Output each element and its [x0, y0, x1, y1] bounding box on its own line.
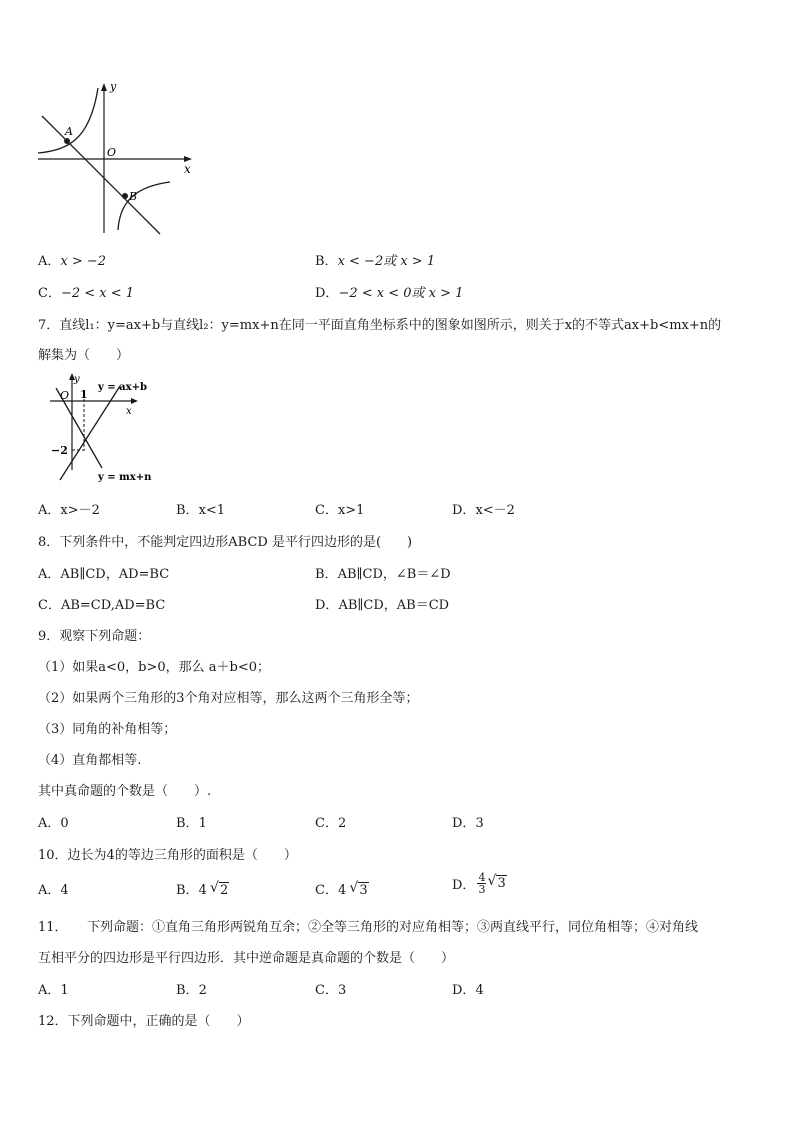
x-axis-arrow — [131, 398, 138, 404]
sqrt-symbol: √ 3 — [487, 873, 506, 891]
q9-option-c: C．2 — [315, 816, 347, 831]
q10-option-d: D． $\frac{4}{3}$ √ 3 — [452, 871, 506, 896]
label-x: x — [184, 162, 191, 176]
q6-option-c: C．−2 < x < 1 — [38, 286, 135, 301]
q7-option-d: D．x<－2 — [452, 503, 515, 518]
q10-stem: 10．边长为4的等边三角形的面积是（ ） — [38, 848, 297, 863]
q9-question: 其中真命题的个数是（ ）. — [38, 784, 212, 799]
q11-stem-line2: 互相平分的四边形是平行四边形．其中逆命题是真命题的个数是（ ） — [38, 951, 455, 966]
q9-item-3: （3）同角的补角相等； — [38, 722, 177, 737]
q12-stem: 12．下列命题中，正确的是（ ） — [38, 1014, 250, 1029]
q9-option-a: A．0 — [38, 816, 69, 831]
y-axis-arrow — [101, 83, 107, 91]
q10-option-c: C．4 √ 3 — [315, 880, 368, 898]
q7-stem-line1: 7．直线l₁：y=ax+b与直线l₂：y=mx+n在同一平面直角坐标系中的图象如图所示，则关于x的不等式ax+b<mx+n的 — [38, 318, 722, 333]
q11-option-d: D．4 — [452, 983, 484, 998]
sqrt-symbol: √ 3 — [349, 880, 368, 898]
q9-item-2: （2）如果两个三角形的3个角对应相等，那么这两个三角形全等； — [38, 691, 419, 706]
label-b: B — [129, 190, 138, 203]
q9-stem: 9．观察下列命题： — [38, 629, 151, 644]
label-l1: y = ax+b — [98, 382, 147, 393]
label-a: A — [65, 125, 73, 138]
point-b — [122, 193, 128, 199]
q8-option-b: B．AB∥CD，∠B＝∠D — [315, 567, 451, 582]
label-o: O — [107, 146, 117, 159]
q6-option-a: A．x > −2 — [38, 254, 107, 269]
label-y: y — [110, 80, 117, 93]
q11-option-a: A．1 — [38, 983, 69, 998]
label-1: 1 — [80, 388, 88, 401]
q7-stem-line2: 解集为（ ） — [38, 348, 130, 363]
q8-option-c: C．AB=CD,AD=BC — [38, 598, 166, 613]
q11-option-b: B．2 — [176, 983, 207, 998]
label-l2: y = mx+n — [98, 472, 152, 483]
straight-line — [42, 116, 160, 234]
figure-two-lines — [48, 370, 168, 485]
sqrt-symbol: √ 2 — [209, 880, 229, 898]
q9-item-1: （1）如果a<0，b>0，那么 a＋b<0； — [38, 660, 271, 675]
q11-option-c: C．3 — [315, 983, 347, 998]
q7-option-c: C．x>1 — [315, 503, 365, 518]
label-y: y — [74, 374, 80, 385]
label-neg2: −2 — [51, 444, 68, 457]
label-o: O — [60, 389, 70, 402]
figure-hyperbola-line — [30, 78, 200, 238]
q8-stem: 8．下列条件中，不能判定四边形ABCD 是平行四边形的是( ) — [38, 535, 413, 550]
q10-option-b: B．4 √ 2 — [176, 880, 229, 898]
q10-option-a: A．4 — [38, 883, 69, 898]
q11-stem-line1: 11． 下列命题：①直角三角形两锐角互余；②全等三角形的对应角相等；③两直线平行，同位角相等；④对角线 — [38, 920, 699, 935]
q9-item-4: （4）直角都相等. — [38, 753, 142, 768]
q8-option-a: A．AB∥CD，AD=BC — [38, 567, 170, 582]
q9-option-b: B．1 — [176, 816, 207, 831]
q8-option-d: D．AB∥CD，AB＝CD — [315, 598, 450, 613]
q7-option-a: A．x>－2 — [38, 503, 100, 518]
q7-option-b: B．x<1 — [176, 503, 226, 518]
q6-option-d: D．−2 < x < 0或 x > 1 — [315, 286, 464, 301]
q6-option-b: B．x < −2或 x > 1 — [315, 254, 436, 269]
point-a — [64, 138, 70, 144]
hyperbola-branch-lower — [118, 182, 170, 230]
q9-option-d: D．3 — [452, 816, 484, 831]
fraction: $\frac{4}{3}$ — [478, 871, 486, 896]
label-x: x — [126, 406, 132, 417]
